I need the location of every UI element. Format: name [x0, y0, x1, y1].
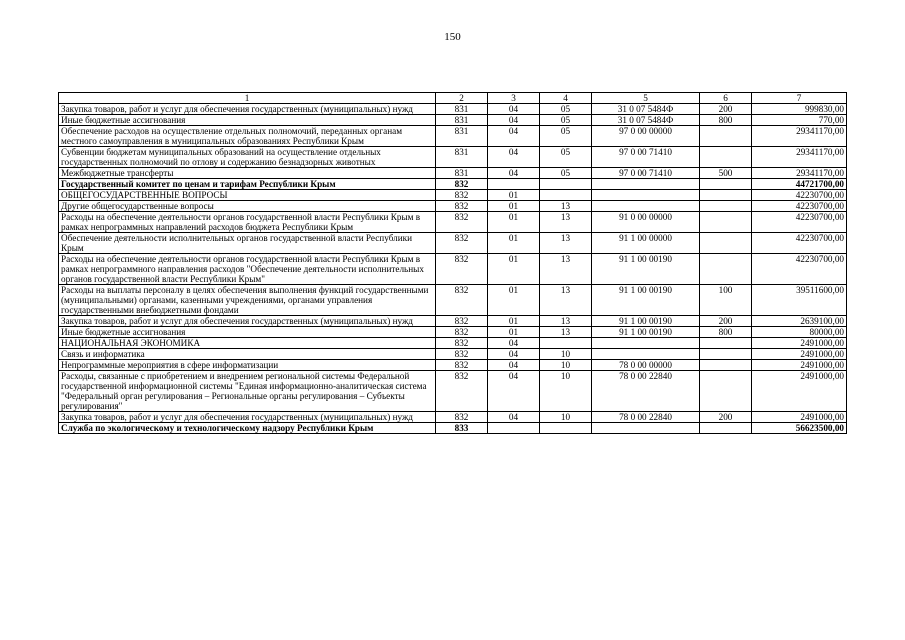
- column-number: 7: [752, 93, 847, 104]
- row-name-cell: НАЦИОНАЛЬНАЯ ЭКОНОМИКА: [59, 338, 436, 349]
- table-row: [59, 147, 847, 168]
- table-row: [59, 327, 847, 338]
- table-row: [59, 115, 847, 126]
- row-section-cell: 04: [488, 147, 540, 168]
- row-section-cell: 01: [488, 190, 540, 201]
- row-ved-cell: 832: [436, 371, 488, 412]
- row-subsection-cell: 13: [540, 327, 592, 338]
- row-target-article-cell: 97 0 00 71410: [592, 168, 700, 179]
- row-section-cell: 04: [488, 349, 540, 360]
- row-section-cell: 04: [488, 338, 540, 349]
- row-target-article-cell: 91 1 00 00190: [592, 285, 700, 316]
- row-section-cell: 04: [488, 168, 540, 179]
- row-target-article-cell: 91 1 00 00190: [592, 327, 700, 338]
- row-name-cell: Расходы, связанные с приобретением и внедрением региональной системы Федеральной государственной информационной системы "Единая информационно-аналитическая система "Федеральный орган регулирования – Региональные органы регулирования – Субъекты регулирования": [59, 371, 436, 412]
- row-section-cell: 04: [488, 371, 540, 412]
- row-section-cell: 04: [488, 412, 540, 423]
- budget-table: [58, 92, 847, 434]
- row-name-cell: Другие общегосударственные вопросы: [59, 201, 436, 212]
- row-ved-cell: 832: [436, 327, 488, 338]
- row-subsection-cell: 05: [540, 115, 592, 126]
- row-subsection-cell: 05: [540, 147, 592, 168]
- row-ved-cell: 832: [436, 412, 488, 423]
- row-target-article-cell: 78 0 00 22840: [592, 371, 700, 412]
- row-ved-cell: 831: [436, 104, 488, 115]
- row-amount-cell: 42230700,00: [752, 190, 847, 201]
- row-expense-type-cell: [700, 179, 752, 190]
- row-subsection-cell: 10: [540, 360, 592, 371]
- row-target-article-cell: 91 1 00 00000: [592, 233, 700, 254]
- row-ved-cell: 831: [436, 115, 488, 126]
- row-amount-cell: 44721700,00: [752, 179, 847, 190]
- row-subsection-cell: [540, 338, 592, 349]
- row-amount-cell: 56623500,00: [752, 423, 847, 434]
- row-amount-cell: 770,00: [752, 115, 847, 126]
- row-ved-cell: 832: [436, 233, 488, 254]
- table-row: [59, 104, 847, 115]
- row-subsection-cell: 13: [540, 316, 592, 327]
- row-ved-cell: 831: [436, 168, 488, 179]
- row-amount-cell: 999830,00: [752, 104, 847, 115]
- row-target-article-cell: [592, 423, 700, 434]
- row-amount-cell: 80000,00: [752, 327, 847, 338]
- row-expense-type-cell: 200: [700, 316, 752, 327]
- row-expense-type-cell: [700, 360, 752, 371]
- row-ved-cell: 832: [436, 338, 488, 349]
- row-amount-cell: 2491000,00: [752, 349, 847, 360]
- row-amount-cell: 39511600,00: [752, 285, 847, 316]
- row-target-article-cell: 91 1 00 00190: [592, 316, 700, 327]
- row-target-article-cell: 78 0 00 22840: [592, 412, 700, 423]
- row-expense-type-cell: [700, 338, 752, 349]
- row-expense-type-cell: [700, 423, 752, 434]
- table-row: [59, 316, 847, 327]
- table-row: [59, 349, 847, 360]
- table-row: [59, 190, 847, 201]
- row-expense-type-cell: 800: [700, 115, 752, 126]
- table-row: [59, 423, 847, 434]
- row-target-article-cell: [592, 201, 700, 212]
- table-row: [59, 285, 847, 316]
- row-name-cell: Служба по экологическому и технологическому надзору Республики Крым: [59, 423, 436, 434]
- row-expense-type-cell: [700, 349, 752, 360]
- row-name-cell: Закупка товаров, работ и услуг для обеспечения государственных (муниципальных) нужд: [59, 104, 436, 115]
- row-name-cell: Связь и информатика: [59, 349, 436, 360]
- row-subsection-cell: [540, 423, 592, 434]
- row-subsection-cell: 10: [540, 371, 592, 412]
- column-number: 2: [436, 93, 488, 104]
- row-section-cell: 04: [488, 115, 540, 126]
- row-subsection-cell: 13: [540, 201, 592, 212]
- budget-table-body: [59, 93, 847, 434]
- row-expense-type-cell: 500: [700, 168, 752, 179]
- column-number: 3: [488, 93, 540, 104]
- table-row: [59, 254, 847, 285]
- row-ved-cell: 831: [436, 126, 488, 147]
- table-row: [59, 201, 847, 212]
- row-name-cell: Обеспечение деятельности исполнительных органов государственной власти Республики Крым: [59, 233, 436, 254]
- column-number: 5: [592, 93, 700, 104]
- row-name-cell: Межбюджетные трансферты: [59, 168, 436, 179]
- row-name-cell: ОБЩЕГОСУДАРСТВЕННЫЕ ВОПРОСЫ: [59, 190, 436, 201]
- table-row: [59, 360, 847, 371]
- row-target-article-cell: [592, 190, 700, 201]
- table-row: [59, 212, 847, 233]
- row-expense-type-cell: [700, 254, 752, 285]
- row-name-cell: Иные бюджетные ассигнования: [59, 327, 436, 338]
- row-target-article-cell: 97 0 00 00000: [592, 126, 700, 147]
- row-subsection-cell: [540, 179, 592, 190]
- row-ved-cell: 832: [436, 316, 488, 327]
- row-section-cell: 01: [488, 316, 540, 327]
- table-row: [59, 179, 847, 190]
- row-name-cell: Субвенции бюджетам муниципальных образований на осуществление отдельных государственных полномочий по отлову и содержанию безнадзорных животных: [59, 147, 436, 168]
- row-ved-cell: 832: [436, 254, 488, 285]
- row-amount-cell: 29341170,00: [752, 147, 847, 168]
- table-row: [59, 371, 847, 412]
- row-ved-cell: 832: [436, 360, 488, 371]
- row-target-article-cell: 91 1 00 00190: [592, 254, 700, 285]
- row-target-article-cell: 91 0 00 00000: [592, 212, 700, 233]
- row-subsection-cell: 13: [540, 254, 592, 285]
- row-name-cell: Закупка товаров, работ и услуг для обеспечения государственных (муниципальных) нужд: [59, 412, 436, 423]
- row-target-article-cell: 97 0 00 71410: [592, 147, 700, 168]
- row-ved-cell: 831: [436, 147, 488, 168]
- row-target-article-cell: [592, 179, 700, 190]
- row-target-article-cell: 31 0 07 5484Ф: [592, 115, 700, 126]
- row-name-cell: Расходы на обеспечение деятельности органов государственной власти Республики Крым в рамках непрограммных направлений расходов бюджета Республики Крым: [59, 212, 436, 233]
- row-section-cell: [488, 423, 540, 434]
- row-amount-cell: 29341170,00: [752, 126, 847, 147]
- row-target-article-cell: 78 0 00 00000: [592, 360, 700, 371]
- column-number-row: [59, 93, 847, 104]
- row-ved-cell: 832: [436, 190, 488, 201]
- row-section-cell: 01: [488, 327, 540, 338]
- row-amount-cell: 29341170,00: [752, 168, 847, 179]
- row-name-cell: Закупка товаров, работ и услуг для обеспечения государственных (муниципальных) нужд: [59, 316, 436, 327]
- row-subsection-cell: [540, 190, 592, 201]
- row-name-cell: Иные бюджетные ассигнования: [59, 115, 436, 126]
- row-amount-cell: 42230700,00: [752, 233, 847, 254]
- row-name-cell: Расходы на обеспечение деятельности органов государственной власти Республики Крым в рамках непрограммного направления расходов "Обеспечение деятельности исполнительных органов государственной власти Республики Крым": [59, 254, 436, 285]
- row-section-cell: 01: [488, 201, 540, 212]
- row-ved-cell: 832: [436, 179, 488, 190]
- row-expense-type-cell: [700, 371, 752, 412]
- row-section-cell: 04: [488, 126, 540, 147]
- row-target-article-cell: [592, 349, 700, 360]
- row-target-article-cell: [592, 338, 700, 349]
- table-row: [59, 168, 847, 179]
- table-row: [59, 338, 847, 349]
- row-amount-cell: 2491000,00: [752, 371, 847, 412]
- row-subsection-cell: 13: [540, 285, 592, 316]
- row-amount-cell: 2639100,00: [752, 316, 847, 327]
- row-expense-type-cell: [700, 201, 752, 212]
- row-section-cell: 01: [488, 212, 540, 233]
- row-amount-cell: 2491000,00: [752, 412, 847, 423]
- row-ved-cell: 832: [436, 201, 488, 212]
- row-section-cell: 01: [488, 285, 540, 316]
- row-name-cell: Непрограммные мероприятия в сфере информатизации: [59, 360, 436, 371]
- row-amount-cell: 2491000,00: [752, 360, 847, 371]
- row-expense-type-cell: [700, 126, 752, 147]
- row-expense-type-cell: [700, 147, 752, 168]
- row-section-cell: 04: [488, 104, 540, 115]
- column-number: 4: [540, 93, 592, 104]
- row-amount-cell: 2491000,00: [752, 338, 847, 349]
- row-subsection-cell: 10: [540, 349, 592, 360]
- row-section-cell: 01: [488, 254, 540, 285]
- table-row: [59, 126, 847, 147]
- row-target-article-cell: 31 0 07 5484Ф: [592, 104, 700, 115]
- row-subsection-cell: 05: [540, 104, 592, 115]
- row-subsection-cell: 10: [540, 412, 592, 423]
- column-number: 1: [59, 93, 436, 104]
- row-section-cell: [488, 179, 540, 190]
- row-ved-cell: 832: [436, 285, 488, 316]
- row-subsection-cell: 05: [540, 168, 592, 179]
- row-name-cell: Государственный комитет по ценам и тарифам Республики Крым: [59, 179, 436, 190]
- row-expense-type-cell: 200: [700, 412, 752, 423]
- row-ved-cell: 832: [436, 349, 488, 360]
- row-amount-cell: 42230700,00: [752, 201, 847, 212]
- row-subsection-cell: 13: [540, 233, 592, 254]
- row-section-cell: 04: [488, 360, 540, 371]
- row-expense-type-cell: 200: [700, 104, 752, 115]
- row-ved-cell: 833: [436, 423, 488, 434]
- page-number: 150: [444, 31, 461, 43]
- row-amount-cell: 42230700,00: [752, 254, 847, 285]
- row-expense-type-cell: [700, 212, 752, 233]
- row-subsection-cell: 13: [540, 212, 592, 233]
- row-section-cell: 01: [488, 233, 540, 254]
- row-expense-type-cell: [700, 233, 752, 254]
- row-amount-cell: 42230700,00: [752, 212, 847, 233]
- row-name-cell: Расходы на выплаты персоналу в целях обеспечения выполнения функций государственными (муниципальными) органами, казенными учреждениями, органами управления государственными внебюджетными фондами: [59, 285, 436, 316]
- table-row: [59, 412, 847, 423]
- row-name-cell: Обеспечение расходов на осуществление отдельных полномочий, переданных органам местного самоуправления в муниципальных образованиях Республики Крым: [59, 126, 436, 147]
- row-expense-type-cell: 100: [700, 285, 752, 316]
- row-expense-type-cell: [700, 190, 752, 201]
- column-number: 6: [700, 93, 752, 104]
- row-subsection-cell: 05: [540, 126, 592, 147]
- row-expense-type-cell: 800: [700, 327, 752, 338]
- table-row: [59, 233, 847, 254]
- row-ved-cell: 832: [436, 212, 488, 233]
